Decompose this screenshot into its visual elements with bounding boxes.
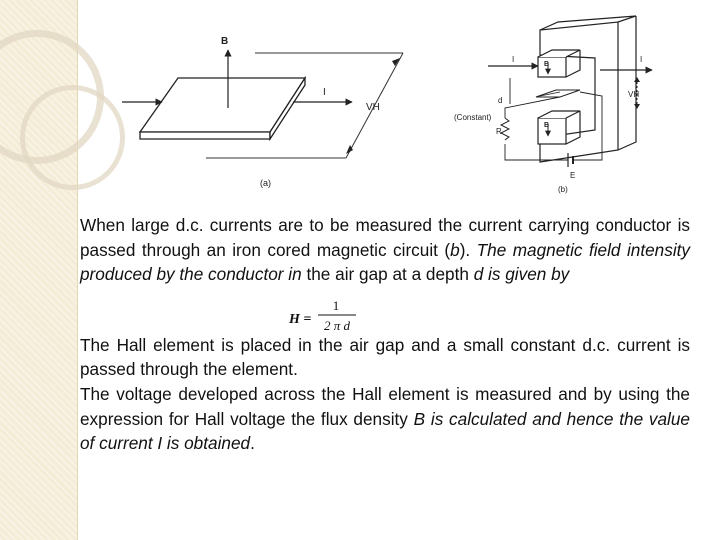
label-b-bottom: B [544,122,550,129]
label-i-left: I [512,55,515,64]
resistor-r [501,118,509,140]
diagram-b [454,16,652,194]
paragraph-2: The voltage developed across the Hall element is measured and by using the expression for Hall voltage the flux density B is calculated and hence the value of current I is obtained. [80,383,690,454]
label-b: B [221,36,229,47]
label-vh: VH [366,102,380,113]
hall-effect-diagrams [0,0,720,210]
label-i: I [323,87,326,98]
slide-body-text [80,213,690,456]
label-b-top: B [544,61,550,68]
label-vh-b: VH [628,90,640,99]
label-i-right: I [640,55,643,64]
field-intensity-formula [286,296,366,336]
paragraph-1: When large d.c. currents are to be measured the current carrying conductor is passed through an iron cored magnetic circuit (b). The magnetic field intensity produced by the conductor in the air gap at a depth d is given by [80,215,690,285]
caption-a: (a) [260,178,271,188]
paragraph-2-line-1: The Hall element is placed in the air gap and a small constant d.c. current is passed through the element. [80,334,690,380]
label-e: E [570,171,576,180]
label-d: d [498,96,503,105]
label-r: R [496,127,502,136]
formula-denominator: 2 π d [323,318,351,333]
formula-numerator: 1 [332,298,340,313]
diagram-a [122,36,403,188]
label-constant: (Constant) [454,113,492,122]
formula-lhs: H = [289,312,312,327]
caption-b: (b) [558,185,568,194]
